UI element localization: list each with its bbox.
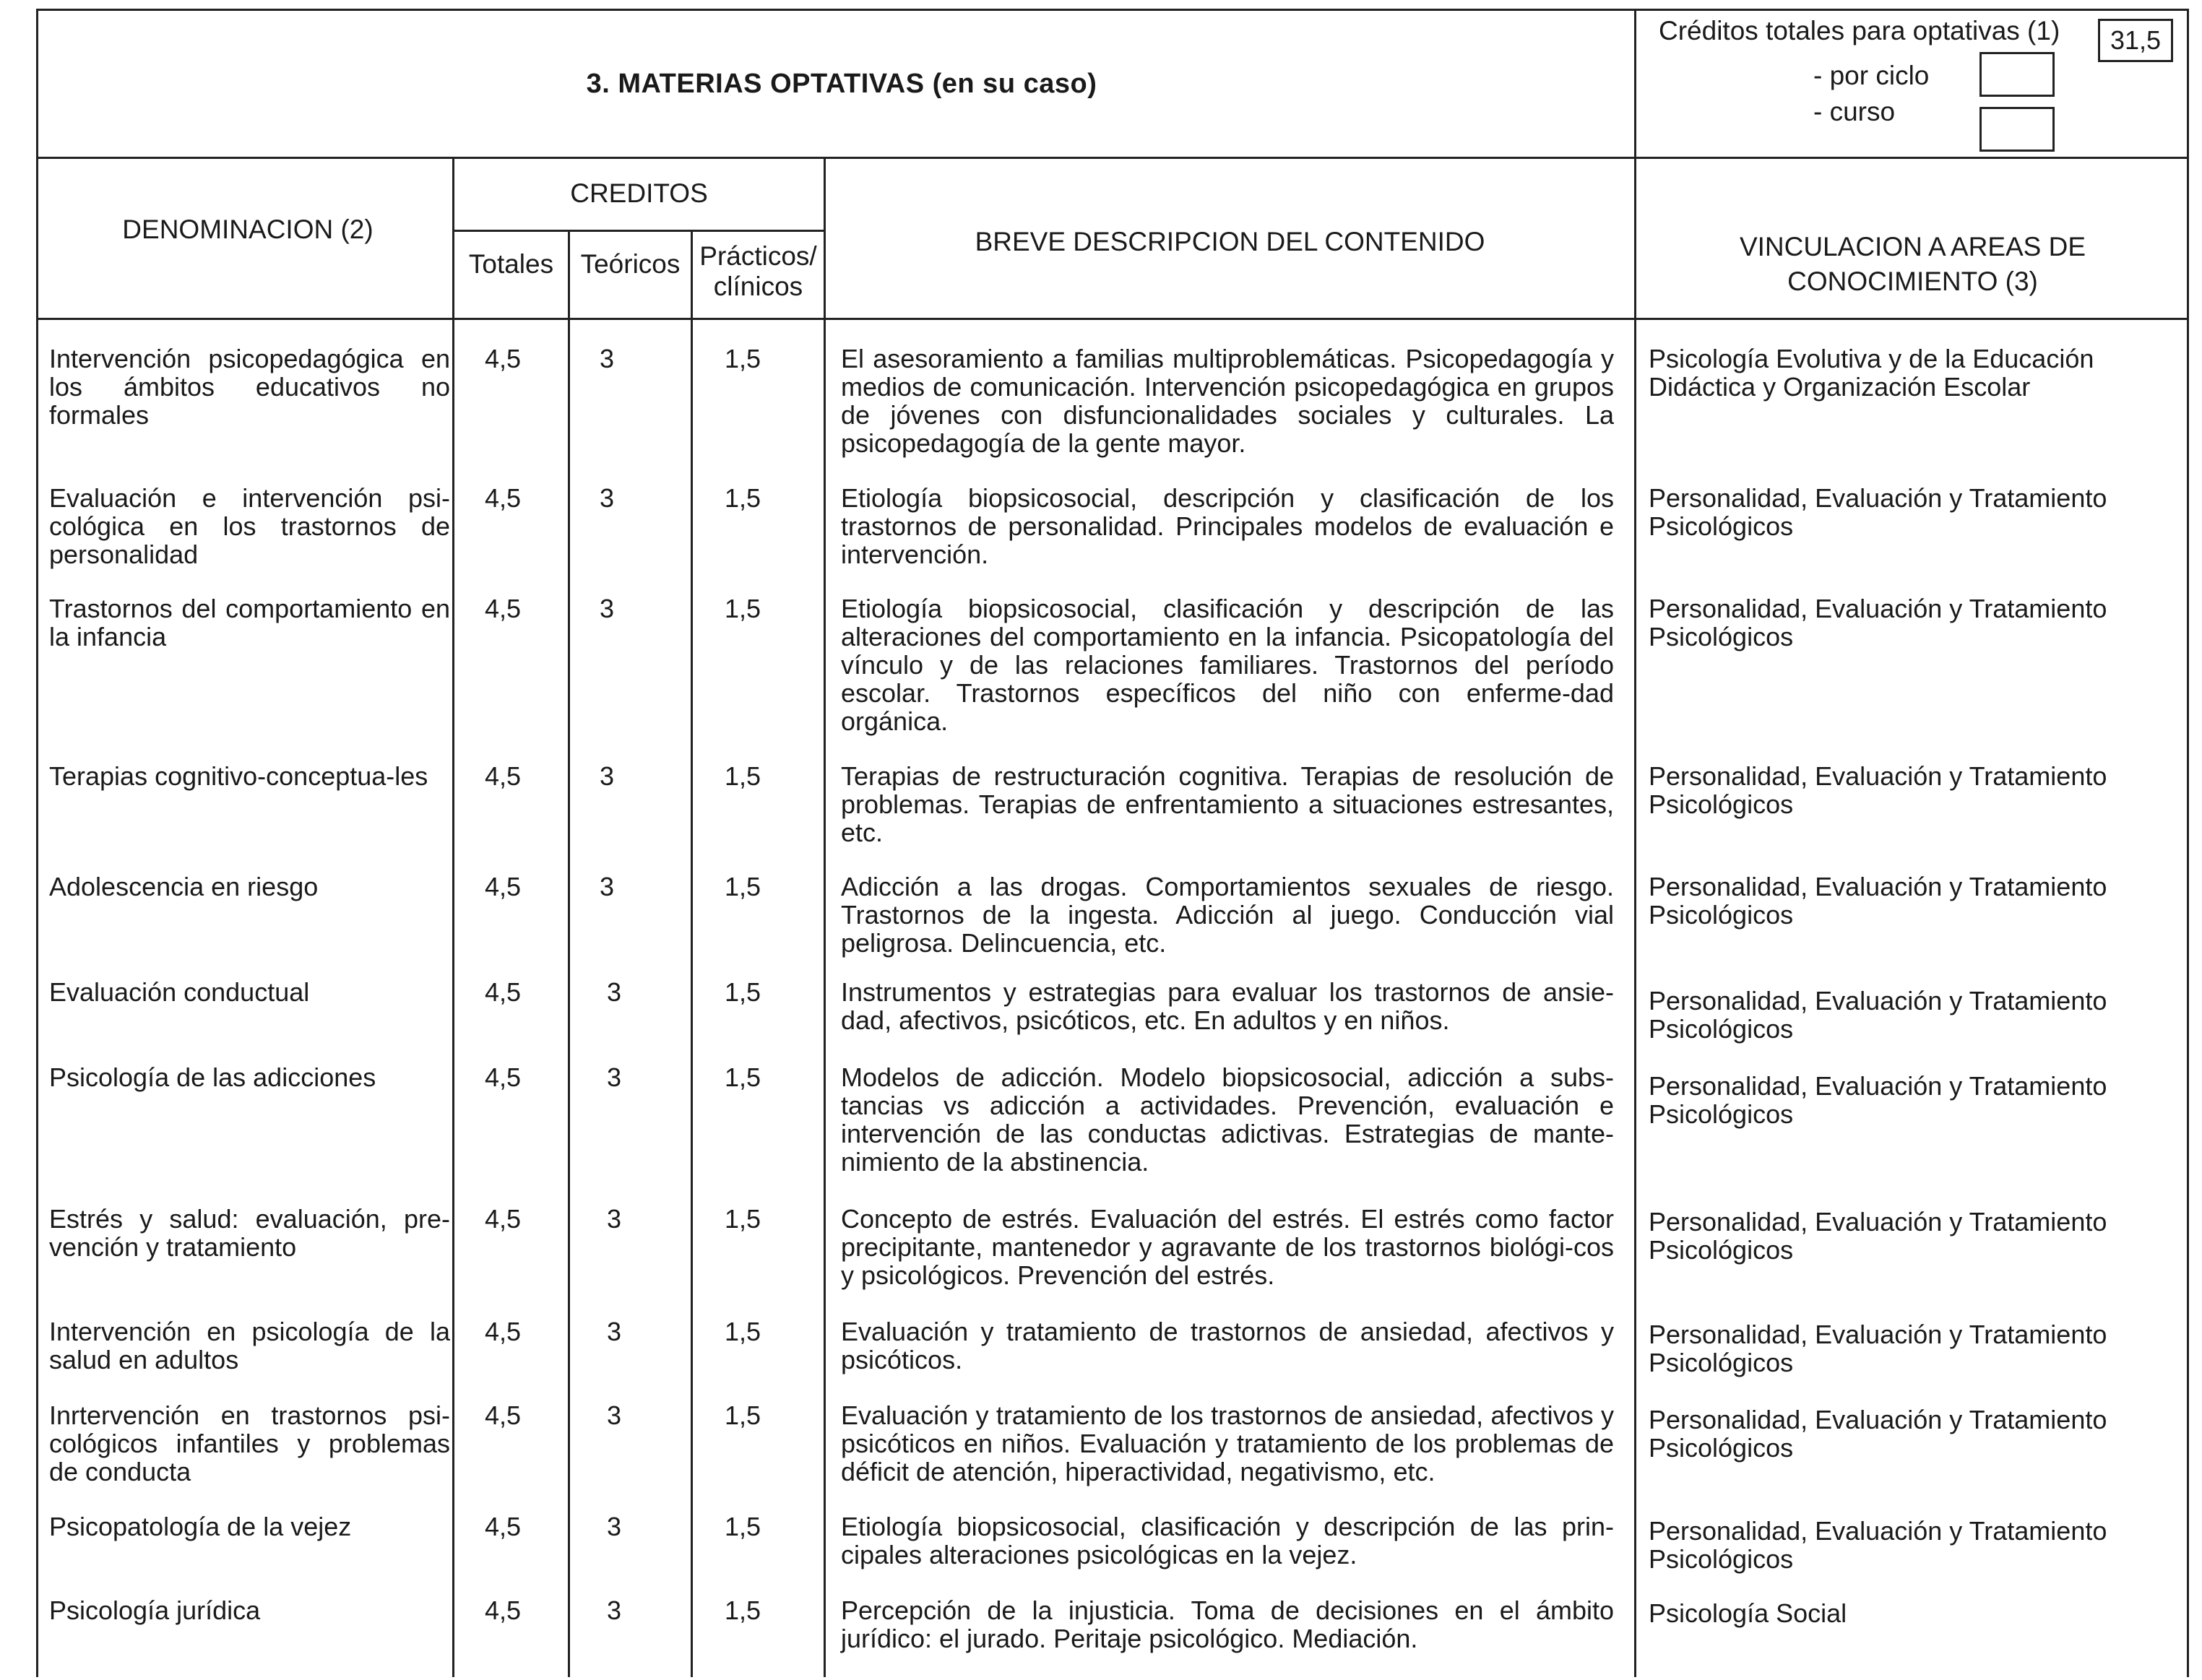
row-practicos: 1,5 — [724, 1204, 761, 1234]
row-area: Psicología Evolutiva y de la Educación Didáctica y Organización Escolar — [1649, 344, 2094, 402]
row-area: Personalidad, Evaluación y Tratamiento Psicológicos — [1649, 1207, 2107, 1265]
row-descripcion: Terapias de restructuración cognitiva. Terapias de resolución de problemas. Terapias de enfrentamiento a situaciones estresantes, etc. — [841, 761, 1614, 847]
row-teoricos: 3 — [606, 1400, 622, 1430]
row-practicos: 1,5 — [724, 344, 761, 373]
row-denominacion: Evaluación conductual — [49, 977, 310, 1007]
curso-label: - curso — [1813, 97, 1896, 126]
row-teoricos: 3 — [606, 1062, 622, 1092]
row-denominacion: Terapias cognitivo-conceptua-les — [49, 761, 428, 791]
row-totales: 4,5 — [484, 483, 522, 513]
row-practicos: 1,5 — [724, 1317, 761, 1346]
row-totales: 4,5 — [484, 872, 522, 901]
row-totales: 4,5 — [484, 761, 522, 791]
teoricos-column-rule — [691, 230, 693, 1677]
row-area: Personalidad, Evaluación y Tratamiento Psicológicos — [1649, 986, 2107, 1044]
row-denominacion: Adolescencia en riesgo — [49, 872, 319, 901]
row-descripcion: Evaluación y tratamiento de los trastornos de ansiedad, afectivos y psicóticos en niños. Evaluación y tratamiento de los problemas de déficit de atención, hiperactividad, negativismo, etc. — [841, 1400, 1614, 1486]
row-descripcion: Concepto de estrés. Evaluación del estrés. El estrés como factor precipitante, mantenedor y agravante de los trastornos biológi-cos y psicológicos. Prevención del estrés. — [841, 1204, 1614, 1290]
header-vinculacion-line1: VINCULACION A AREAS DE — [1739, 232, 2086, 261]
row-practicos: 1,5 — [724, 761, 761, 791]
row-totales: 4,5 — [484, 594, 522, 623]
row-descripcion: Percepción de la injusticia. Toma de decisiones en el ámbito jurídico: el jurado. Peritaje psicológico. Mediación. — [841, 1595, 1614, 1653]
row-teoricos: 3 — [599, 761, 615, 791]
header-teoricos: Teóricos — [580, 249, 681, 279]
row-totales: 4,5 — [484, 1317, 522, 1346]
row-totales: 4,5 — [484, 1062, 522, 1092]
row-practicos: 1,5 — [724, 483, 761, 513]
row-teoricos: 3 — [599, 594, 615, 623]
creditos-totales-label: Créditos totales para optativas (1) — [1659, 16, 2060, 46]
denominacion-column-rule — [452, 157, 454, 1677]
row-area: Personalidad, Evaluación y Tratamiento Psicológicos — [1649, 483, 2107, 541]
row-descripcion: Evaluación y tratamiento de trastornos de ansiedad, afectivos y psicóticos. — [841, 1317, 1614, 1374]
row-totales: 4,5 — [484, 344, 522, 373]
row-practicos: 1,5 — [724, 1595, 761, 1625]
row-denominacion: Inrtervención en trastornos psi-cológicos infantiles y problemas de conducta — [49, 1400, 450, 1486]
row-denominacion: Psicología jurídica — [49, 1595, 261, 1625]
row-teoricos: 3 — [606, 1204, 622, 1234]
row-teoricos: 3 — [606, 1317, 622, 1346]
por-ciclo-label: - por ciclo — [1813, 61, 1930, 90]
row-denominacion: Intervención psicopedagógica en los ámbitos educativos no formales — [49, 344, 450, 430]
row-totales: 4,5 — [484, 1595, 522, 1625]
row-teoricos: 3 — [599, 483, 615, 513]
row-area: Personalidad, Evaluación y Tratamiento Psicológicos — [1649, 1516, 2107, 1574]
row-area: Personalidad, Evaluación y Tratamiento Psicológicos — [1649, 1405, 2107, 1463]
row-totales: 4,5 — [484, 1204, 522, 1234]
row-area: Psicología Social — [1649, 1598, 1847, 1628]
row-practicos: 1,5 — [724, 1062, 761, 1092]
row-practicos: 1,5 — [724, 594, 761, 623]
por-ciclo-box — [1979, 52, 2055, 97]
row-descripcion: Etiología biopsicosocial, clasificación y descripción de las alteraciones del comportamiento en la infancia. Psicopatología del vínculo y de las relaciones familiares. Trastornos del período escolar. Trastornos específicos del niño con enferme-dad orgánica. — [841, 594, 1614, 736]
descripcion-column-rule — [824, 157, 826, 1677]
row-area: Personalidad, Evaluación y Tratamiento Psicológicos — [1649, 1071, 2107, 1129]
row-area: Personalidad, Evaluación y Tratamiento Psicológicos — [1649, 872, 2107, 930]
row-totales: 4,5 — [484, 1400, 522, 1430]
row-descripcion: Adicción a las drogas. Comportamientos sexuales de riesgo. Trastornos de la ingesta. Adicción al juego. Conducción vial peligrosa. Delincuencia, etc. — [841, 872, 1614, 958]
row-descripcion: Etiología biopsicosocial, descripción y clasificación de los trastornos de personalidad. Principales modelos de evaluación e intervención. — [841, 483, 1614, 569]
header-totales: Totales — [468, 249, 554, 279]
row-area: Personalidad, Evaluación y Tratamiento Psicológicos — [1649, 761, 2107, 819]
header-denominacion: DENOMINACION (2) — [122, 215, 374, 244]
row-teoricos: 3 — [606, 977, 622, 1007]
row-area: Personalidad, Evaluación y Tratamiento Psicológicos — [1649, 594, 2107, 651]
row-totales: 4,5 — [484, 1512, 522, 1541]
header-vinculacion — [1636, 230, 2189, 299]
row-totales: 4,5 — [484, 977, 522, 1007]
header-divider — [36, 157, 2189, 159]
row-denominacion: Trastornos del comportamiento en la infancia — [49, 594, 450, 651]
row-area: Personalidad, Evaluación y Tratamiento Psicológicos — [1649, 1320, 2107, 1377]
row-denominacion: Psicología de las adicciones — [49, 1062, 376, 1092]
row-teoricos: 3 — [606, 1512, 622, 1541]
row-practicos: 1,5 — [724, 977, 761, 1007]
section-title: 3. MATERIAS OPTATIVAS (en su caso) — [586, 69, 1097, 99]
row-denominacion: Evaluación e intervención psi-cológica en los trastornos de personalidad — [49, 483, 450, 569]
row-descripcion: El asesoramiento a familias multiproblemáticas. Psicopedagogía y medios de comunicación. Intervención psicopedagógica en grupos de jóvenes con disfuncionalidades sociales y culturales. La psicopedagogía de la gente mayor. — [841, 344, 1614, 458]
row-practicos: 1,5 — [724, 1512, 761, 1541]
row-practicos: 1,5 — [724, 872, 761, 901]
column-header-divider — [36, 318, 2189, 320]
header-vinculacion-line2: CONOCIMIENTO (3) — [1787, 267, 2038, 296]
row-descripcion: Etiología biopsicosocial, clasificación y descripción de las prin-cipales alteraciones psicológicas en la vejez. — [841, 1512, 1614, 1569]
row-denominacion: Psicopatología de la vejez — [49, 1512, 352, 1541]
header-practicos-line1: Prácticos/ — [699, 241, 817, 271]
row-descripcion: Modelos de adicción. Modelo biopsicosocial, adicción a subs-tancias vs adicción a actividades. Prevención, evaluación e intervención de las conductas adictivas. Estrategias de mante-nimiento de la abstinencia. — [841, 1062, 1614, 1177]
creditos-totales-value: 31,5 — [2110, 25, 2162, 55]
row-practicos: 1,5 — [724, 1400, 761, 1430]
creditos-subdivider — [452, 230, 826, 232]
row-teoricos: 3 — [606, 1595, 622, 1625]
header-creditos: CREDITOS — [570, 178, 708, 208]
row-descripcion: Instrumentos y estrategias para evaluar los trastornos de ansie-dad, afectivos, psicóticos, etc. En adultos y en niños. — [841, 977, 1614, 1035]
header-practicos — [693, 241, 824, 302]
curso-box — [1979, 107, 2055, 152]
header-practicos-line2: clínicos — [713, 272, 803, 301]
row-teoricos: 3 — [599, 872, 615, 901]
row-denominacion: Intervención en psicología de la salud en adultos — [49, 1317, 450, 1374]
row-teoricos: 3 — [599, 344, 615, 373]
totales-column-rule — [568, 230, 570, 1677]
header-descripcion: BREVE DESCRIPCION DEL CONTENIDO — [975, 227, 1485, 256]
row-denominacion: Estrés y salud: evaluación, pre-vención y tratamiento — [49, 1204, 450, 1262]
